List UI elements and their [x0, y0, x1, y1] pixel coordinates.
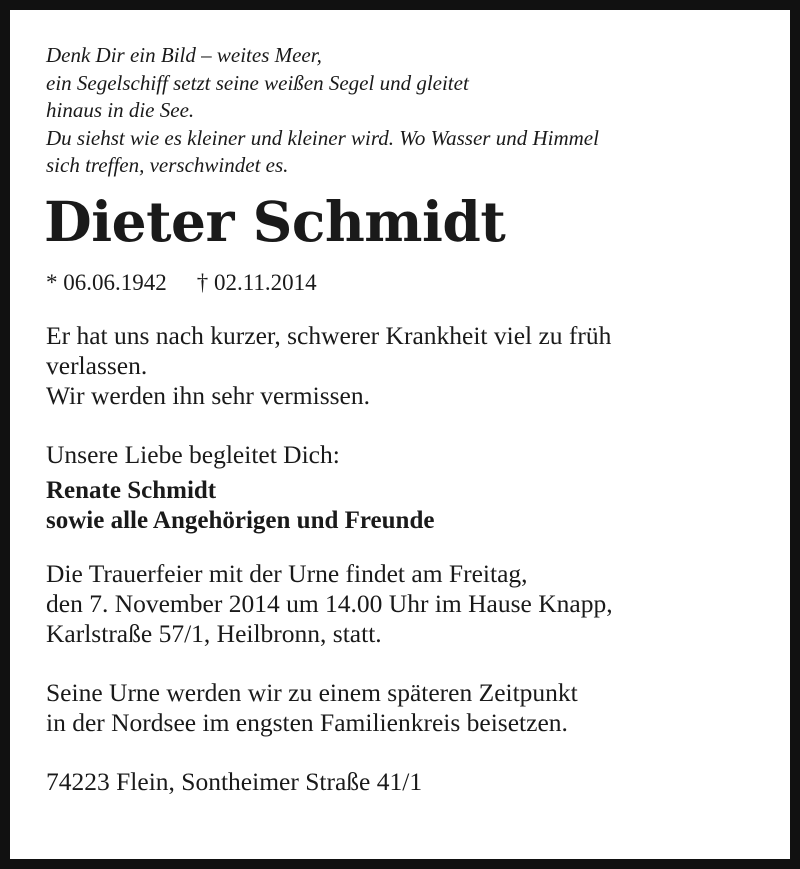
urn-note-line: Seine Urne werden wir zu einem späteren Zeitpunkt	[46, 677, 578, 707]
urn-note-line: in der Nordsee im engsten Familienkreis beisetzen.	[46, 707, 568, 737]
poem-verse	[46, 42, 770, 180]
birth-date: * 06.06.1942	[46, 269, 167, 295]
mourners-others: sowie alle Angehörigen und Freunde	[46, 506, 435, 534]
mourners-intro: Unsere Liebe begleitet Dich:	[46, 439, 340, 469]
mourner-primary: Renate Schmidt	[46, 476, 217, 504]
deceased-name: Dieter Schmidt	[44, 188, 506, 254]
urn-note	[46, 678, 770, 738]
ceremony-info	[46, 559, 770, 649]
family-address: 74223 Flein, Sontheimer Straße 41/1	[46, 766, 423, 796]
death-date: † 02.11.2014	[196, 269, 317, 295]
ceremony-line: Karlstraße 57/1, Heilbronn, statt.	[46, 618, 382, 648]
life-dates	[46, 269, 770, 297]
ceremony-line: Die Trauerfeier mit der Urne findet am Freitag,	[46, 558, 528, 588]
poem-line: Du siehst wie es kleiner und kleiner wird. Wo Wasser und Himmel	[46, 125, 599, 150]
ceremony-line: den 7. November 2014 um 14.00 Uhr im Hause Knapp,	[46, 588, 613, 618]
farewell-message	[46, 321, 770, 411]
poem-line: hinaus in die See.	[46, 98, 195, 122]
obituary-content	[46, 42, 770, 797]
poem-line: Denk Dir ein Bild – weites Meer,	[46, 43, 322, 67]
poem-line: sich treffen, verschwindet es.	[46, 153, 289, 177]
message-line: verlassen.	[46, 350, 148, 380]
message-line: Er hat uns nach kurzer, schwerer Krankheit viel zu früh	[46, 320, 612, 350]
message-line: Wir werden ihn sehr vermissen.	[46, 380, 371, 410]
poem-line: ein Segelschiff setzt seine weißen Segel und gleitet	[46, 70, 469, 95]
